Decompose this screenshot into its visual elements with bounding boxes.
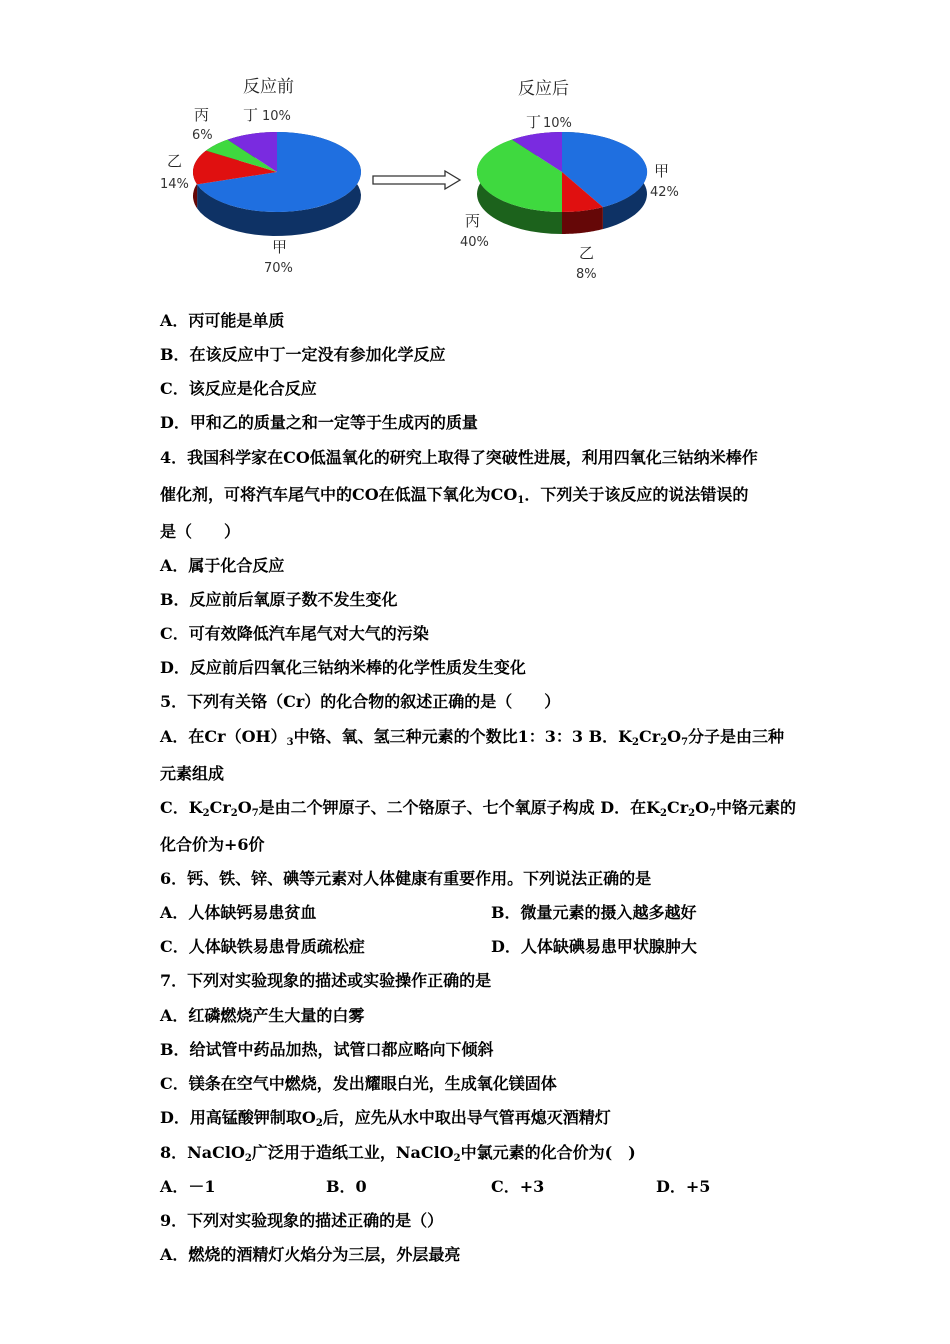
q5-l1e: 分子是由三种 [688,727,785,746]
q4-stem-line2-b: ．下列关于该反应的说法错误的 [524,485,749,504]
after-pct-yi: 8% [576,267,597,282]
q5-line1 [160,727,784,747]
after-pct-jia: 42% [650,185,679,200]
after-label-ding: 丁 [526,113,542,131]
q5-sub: 2 [632,737,639,748]
q8-sub: 2 [453,1153,461,1164]
before-pct-jia: 70% [264,261,293,276]
q7-stem: 7．下列对实验现象的描述或实验操作正确的是 [160,971,492,990]
after-pct-ding: 10% [543,116,572,131]
q3-option-b: B．在该反应中丁一定没有参加化学反应 [160,345,446,364]
q5-l3f: O [695,798,710,817]
q4-stem-sub: 1 [517,495,525,506]
q4-option-c: C．可有效降低汽车尾气对大气的污染 [160,624,429,643]
q5-sub: 7 [251,808,259,819]
q5-sub: 2 [202,808,210,819]
q5-l1sub: 3 [286,737,294,748]
q6-option-a: A．人体缺钙易患贫血 [160,903,317,922]
q5-l1c: Cr [638,727,661,746]
q4-option-d: D．反应前后四氧化三钴纳米棒的化学性质发生变化 [160,658,526,677]
before-pct-yi: 14% [160,177,189,192]
q7-d2: 后，应先从水中取出导气管再熄灭酒精灯 [322,1108,611,1127]
q3-option-a: A．丙可能是单质 [160,311,285,330]
q8-option-d: D．+5 [656,1177,711,1196]
before-label-yi: 乙 [167,152,183,170]
q5-line2: 元素组成 [160,764,225,783]
q6-option-b: B．微量元素的摄入越多越好 [491,903,697,922]
q5-l3g: 中铬元素的 [716,798,797,817]
pie-chart-before [193,132,361,236]
after-pct-bing: 40% [460,235,489,250]
q9-option-a: A．燃烧的酒精灯火焰分为三层，外层最亮 [160,1245,461,1264]
q9-stem: 9．下列对实验现象的描述正确的是（） [160,1211,444,1230]
pie-figure [0,0,950,300]
q4-stem-line2-a: 催化剂，可将汽车尾气中的CO在低温下氧化为CO [160,485,518,504]
q6-stem: 6．钙、铁、锌、碘等元素对人体健康有重要作用。下列说法正确的是 [160,869,652,888]
q5-l1a: A．在Cr（OH） [160,727,287,746]
q7-dsub: 2 [315,1118,323,1129]
q5-l3d: 是由二个钾原子、二个铬原子、七个氧原子构成 D．在K [258,798,661,817]
q5-l3a: C．K [160,798,203,817]
q7-option-c: C．镁条在空气中燃烧，发出耀眼白光，生成氧化镁固体 [160,1074,557,1093]
q6-option-c: C．人体缺铁易患骨质疏松症 [160,937,365,956]
q3-option-d: D．甲和乙的质量之和一定等于生成丙的质量 [160,413,478,432]
q5-l3c: O [237,798,252,817]
q5-sub: 7 [709,808,717,819]
before-pct-ding: 10% [262,109,291,124]
after-title: 反应后 [518,79,569,99]
q8-sub: 2 [244,1153,252,1164]
before-label-jia: 甲 [272,238,288,256]
q8-s2: 广泛用于造纸工业，NaClO [251,1143,454,1162]
q5-sub: 2 [230,808,238,819]
q7-option-d [160,1108,611,1128]
q4-option-a: A．属于化合反应 [160,556,285,575]
after-label-bing: 丙 [465,212,481,230]
q3-option-c: C．该反应是化合反应 [160,379,317,398]
pie-chart-after [477,132,647,234]
after-label-yi: 乙 [579,244,595,262]
q5-sub: 2 [660,808,667,819]
q5-stem: 5．下列有关铬（Cr）的化合物的叙述正确的是（ ） [160,692,561,711]
arrow-icon [373,171,460,189]
q5-l1d: O [667,727,682,746]
q5-l3b: Cr [209,798,231,817]
q8-s1: 8．NaClO [160,1143,245,1162]
q5-line3 [160,798,796,818]
q8-s3: 中氯元素的化合价为( ) [460,1143,636,1162]
before-label-bing: 丙 [194,106,210,124]
q4-option-b: B．反应前后氧原子数不发生变化 [160,590,398,609]
q7-option-a: A．红磷燃烧产生大量的白雾 [160,1006,365,1025]
q5-sub: 7 [681,737,689,748]
before-pct-bing: 6% [192,128,213,143]
before-label-ding: 丁 [243,106,259,124]
q8-stem [160,1143,636,1163]
q8-option-b: B．0 [326,1177,367,1196]
q5-line4: 化合价为+6价 [160,835,265,854]
q5-l1b: 中铬、氧、氢三种元素的个数比1：3：3 B．K [293,727,633,746]
q8-option-c: C．+3 [491,1177,545,1196]
q5-sub: 2 [688,808,696,819]
q7-d1: D．用高锰酸钾制取O [160,1108,316,1127]
q5-sub: 2 [660,737,668,748]
q5-l3e: Cr [667,798,689,817]
q8-option-a: A．－1 [160,1177,216,1196]
after-label-jia: 甲 [654,162,670,180]
q7-option-b: B．给试管中药品加热，试管口都应略向下倾斜 [160,1040,494,1059]
q4-stem-line1: 4．我国科学家在CO低温氧化的研究上取得了突破性进展，利用四氧化三钴纳米棒作 [160,448,758,467]
q4-stem-line2 [160,485,748,505]
before-title: 反应前 [243,77,294,97]
q6-option-d: D．人体缺碘易患甲状腺肿大 [491,937,697,956]
q4-stem-line3: 是（ ） [160,522,241,541]
